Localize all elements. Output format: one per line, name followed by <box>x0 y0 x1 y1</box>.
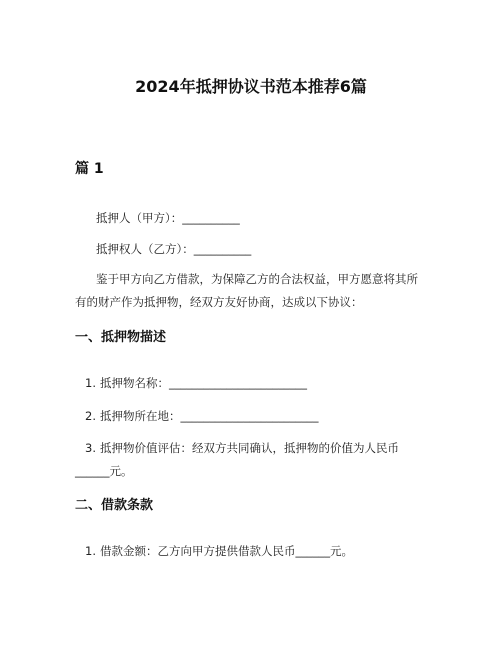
list-item-text: 抵押物价值评估：经双方共同确认，抵押物的价值为人民币______元。 <box>75 441 399 478</box>
list-item-number: 1. <box>85 544 96 558</box>
section-heading: 篇 1 <box>75 161 104 177</box>
part1-heading: 一、抵押物描述 <box>75 330 167 345</box>
list-item <box>75 540 427 563</box>
intro-paragraph: 鉴于甲方向乙方借款，为保障乙方的合法权益，甲方愿意将其所有的财产作为抵押物，经双方友好协商，达成以下协议： <box>75 272 418 309</box>
part2-heading: 二、借款条款 <box>75 498 154 513</box>
list-item <box>75 405 427 428</box>
list-item-text: 抵押物名称：________________________ <box>100 376 307 390</box>
list-item-number: 3. <box>85 441 96 455</box>
list-item-text: 抵押物所在地：________________________ <box>100 409 319 423</box>
list-item <box>75 372 427 395</box>
list-item-number: 1. <box>85 376 96 390</box>
mortgagor-field: 抵押人（甲方）：__________ <box>96 211 240 225</box>
mortgagee-field: 抵押权人（乙方）：__________ <box>96 242 252 256</box>
document-title: 2024年抵押协议书范本推荐6篇 <box>135 77 367 96</box>
list-item <box>75 437 427 483</box>
list-item-text: 借款金额：乙方向甲方提供借款人民币______元。 <box>100 544 353 558</box>
list-item-number: 2. <box>85 409 96 423</box>
